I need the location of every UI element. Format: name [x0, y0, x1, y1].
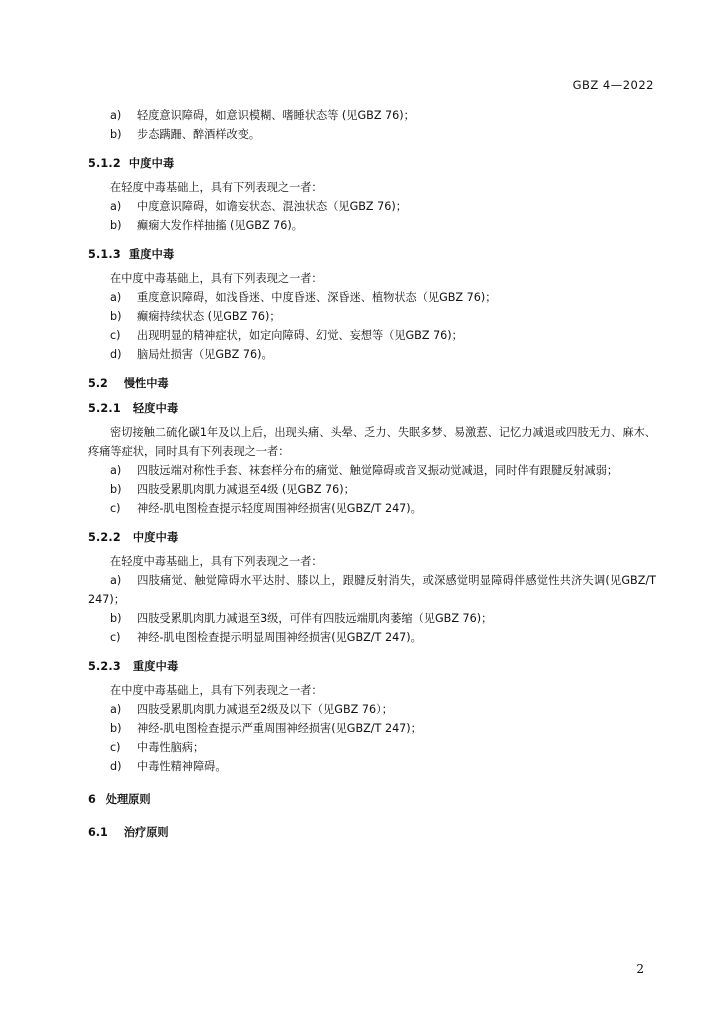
- section-title: 中度中毒: [128, 157, 175, 170]
- section-number: 5.2.1: [88, 402, 121, 415]
- section-heading-5-1-2: [88, 154, 656, 173]
- list-item: [88, 307, 656, 326]
- section-number: 5.2: [88, 377, 108, 390]
- section-title: 中度中毒: [132, 531, 179, 544]
- item-text: 步态蹒跚、醉酒样改变。: [137, 128, 261, 141]
- list-item: [88, 461, 656, 480]
- list-item: [88, 216, 656, 235]
- item-text: 四肢远端对称性手套、袜套样分布的痛觉、触觉障碍或音叉振动觉减退，同时伴有跟腱反射减弱；: [137, 464, 619, 477]
- item-text: 四肢受累肌肉肌力减退至3级，可伴有四肢远端肌肉萎缩（见GBZ 76)；: [137, 612, 493, 625]
- item-label: b): [110, 219, 122, 232]
- list-item: [88, 719, 656, 738]
- section-title: 慢性中毒: [123, 377, 169, 390]
- item-text: 四肢痛觉、触觉障碍水平达肘、膝以上，跟腱反射消失，或深感觉明显障碍伴感觉性共济失调(见GBZ/T 247)；: [88, 574, 656, 606]
- section-number: 5.1.3: [88, 248, 121, 261]
- item-text: 四肢受累肌肉肌力减退至4级 (见GBZ 76)；: [137, 483, 355, 496]
- list-item: [88, 125, 656, 144]
- section-intro: 在中度中毒基础上，具有下列表现之一者：: [110, 684, 323, 697]
- section-title: 处理原则: [105, 793, 151, 806]
- item-label: a): [110, 464, 122, 477]
- item-text: 脑局灶损害（见GBZ 76)。: [137, 348, 273, 361]
- list-item: [88, 499, 656, 518]
- section-intro: 密切接触二硫化碳1年及以上后，出现头痛、头晕、乏力、失眠多梦、易激惹、记忆力减退或四肢无力、麻木、疼痛等症状，同时具有下列表现之一者：: [88, 426, 656, 458]
- item-label: a): [110, 109, 122, 122]
- section-title: 重度中毒: [132, 660, 179, 673]
- section-heading-5-2-2: [88, 528, 656, 547]
- section-intro: 在中度中毒基础上，具有下列表现之一者：: [110, 272, 323, 285]
- list-item: [88, 738, 656, 757]
- section-heading-6-1: [88, 823, 656, 842]
- item-text: 四肢受累肌肉肌力减退至2级及以下（见GBZ 76）；: [137, 703, 393, 716]
- section-number: 5.1.2: [88, 157, 121, 170]
- list-item: [88, 288, 656, 307]
- section-heading-5-2-1: [88, 399, 656, 418]
- list-item: [88, 609, 656, 628]
- item-label: b): [110, 612, 122, 625]
- section-intro: 在轻度中毒基础上，具有下列表现之一者：: [110, 181, 323, 194]
- section-heading-6: [88, 790, 656, 809]
- section-number: 6: [88, 793, 96, 806]
- list-item: [88, 345, 656, 364]
- item-text: 神经-肌电图检查提示轻度周围神经损害(见GBZ/T 247)。: [137, 502, 422, 515]
- item-label: c): [110, 631, 121, 644]
- item-text: 神经-肌电图检查提示明显周围神经损害(见GBZ/T 247)。: [137, 631, 422, 644]
- section-number: 5.2.2: [88, 531, 121, 544]
- section-heading-5-2-3: [88, 657, 656, 676]
- list-item: [88, 628, 656, 647]
- section-intro: 在轻度中毒基础上，具有下列表现之一者：: [110, 555, 323, 568]
- item-text: 癫痫大发作样抽搐 (见GBZ 76)。: [137, 219, 303, 232]
- item-label: b): [110, 722, 122, 735]
- list-item: [88, 106, 656, 125]
- list-item: [88, 480, 656, 499]
- list-item: [88, 700, 656, 719]
- page-body: [88, 106, 656, 842]
- section-title: 轻度中毒: [132, 402, 179, 415]
- item-label: c): [110, 502, 121, 515]
- item-text: 中毒性脑病；: [137, 741, 205, 754]
- document-code: GBZ 4—2022: [572, 78, 654, 92]
- item-label: a): [110, 291, 122, 304]
- item-text: 重度意识障碍，如浅昏迷、中度昏迷、深昏迷、植物状态（见GBZ 76)；: [137, 291, 497, 304]
- item-label: c): [110, 741, 121, 754]
- item-label: a): [110, 703, 122, 716]
- section-number: 6.1: [88, 826, 108, 839]
- item-text: 轻度意识障碍，如意识模糊、嗜睡状态等 (见GBZ 76)；: [137, 109, 415, 122]
- item-text: 出现明显的精神症状，如定向障碍、幻觉、妄想等（见GBZ 76)；: [137, 329, 463, 342]
- item-label: a): [110, 574, 122, 587]
- section-title: 治疗原则: [123, 826, 169, 839]
- item-label: c): [110, 329, 121, 342]
- section-number: 5.2.3: [88, 660, 121, 673]
- list-item: [88, 757, 656, 776]
- section-title: 重度中毒: [128, 248, 175, 261]
- list-item: [88, 197, 656, 216]
- item-text: 癫痫持续状态 (见GBZ 76)；: [137, 310, 281, 323]
- list-item: [88, 571, 656, 609]
- item-label: a): [110, 200, 122, 213]
- item-label: b): [110, 483, 122, 496]
- item-label: b): [110, 128, 122, 141]
- section-heading-5-1-3: [88, 245, 656, 264]
- section-heading-5-2: [88, 374, 656, 393]
- item-text: 神经-肌电图检查提示严重周围神经损害(见GBZ/T 247)；: [137, 722, 422, 735]
- item-label: d): [110, 348, 122, 361]
- page-number: 2: [636, 962, 644, 976]
- item-label: b): [110, 310, 122, 323]
- list-item: [88, 326, 656, 345]
- item-text: 中毒性精神障碍。: [137, 760, 227, 773]
- item-text: 中度意识障碍，如谵妄状态、混浊状态（见GBZ 76)；: [137, 200, 407, 213]
- item-label: d): [110, 760, 122, 773]
